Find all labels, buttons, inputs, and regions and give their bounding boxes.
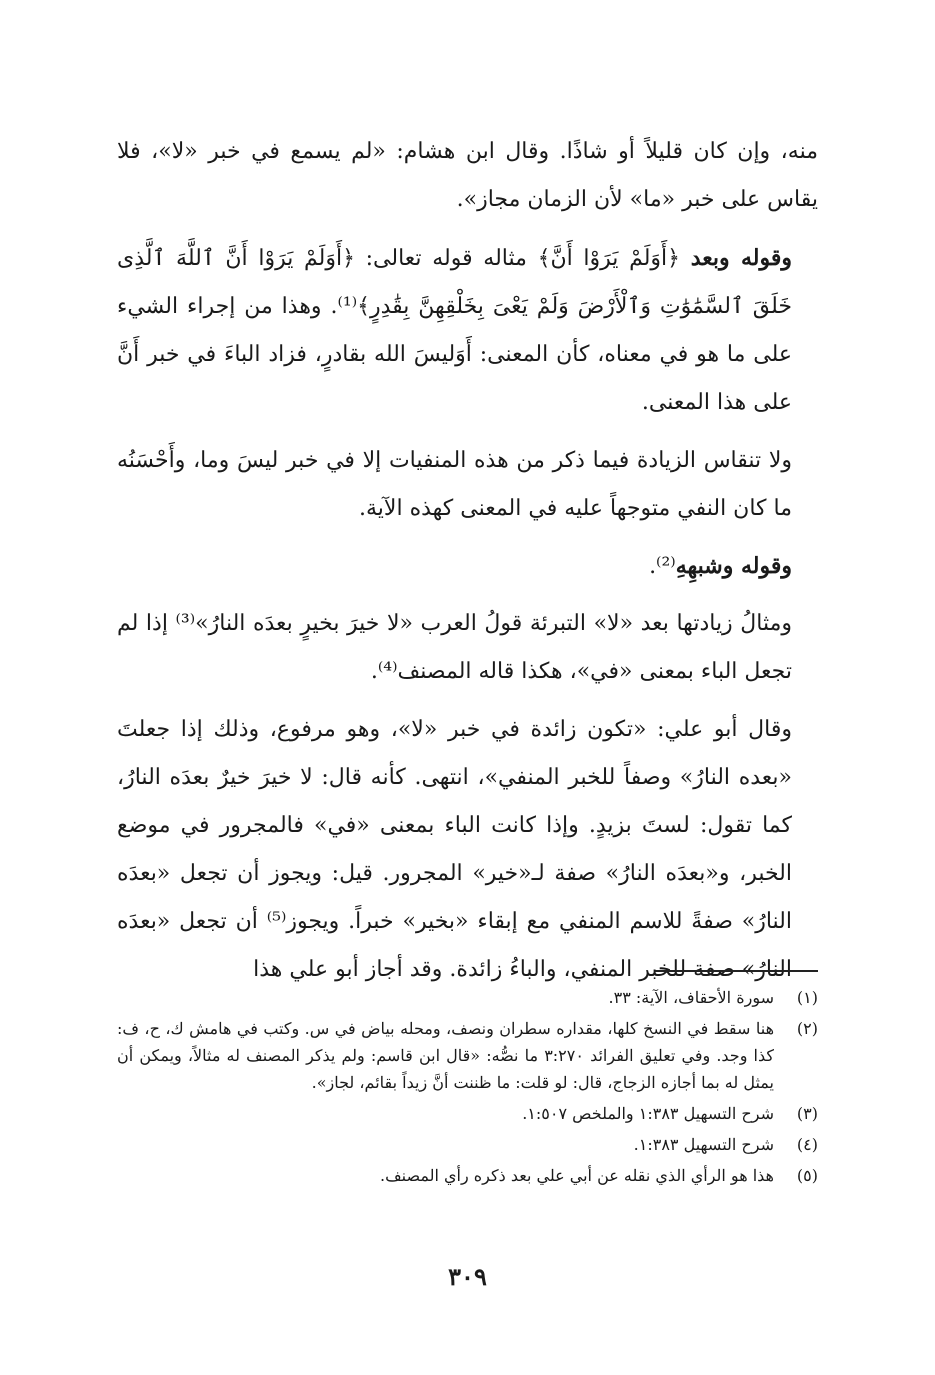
footnote-text: هنا سقط في النسخ كلها، مقداره سطران ونصف، ومحله بياض في س. وكتب في هامش ك، ح، ف: كذا وجد. وفي تعليق الفرائد ٣:٢٧٠ ما نصُّه: «قال ابن قاسم: ولم يذكر المصنف له مثالاً، ويمكن أن يمثل له بما أجازه الزجاج، قال: لو قلت: ما ظننت أنَّ زيداً بقائم، لجاز».	[117, 1019, 774, 1092]
footnote-number: (٢)	[796, 1019, 818, 1038]
footnote-item	[117, 984, 818, 1011]
footnote-number: (١)	[796, 988, 818, 1007]
footnote-text: شرح التسهيل ١:٣٨٣ والملخص ١:٥٠٧.	[522, 1104, 774, 1123]
page-number: ٣٠٩	[448, 1262, 487, 1291]
footnote-divider	[655, 970, 818, 972]
paragraph-4	[117, 542, 818, 591]
paragraph-4-lead: وقوله وشبهِهِ	[675, 553, 792, 579]
footnote-item	[117, 1100, 818, 1127]
paragraph-1: منه، وإن كان قليلاً أو شاذًا. وقال ابن هشام: «لم يسمع في خبر «لا»، فلا يقاس على خبر «ما» لأن الزمان مجاز».	[117, 139, 818, 212]
footnote-text: هذا هو الرأي الذي نقله عن أبي علي بعد ذكره رأي المصنف.	[380, 1166, 774, 1185]
footnote-text: سورة الأحقاف، الآية: ٣٣.	[608, 988, 774, 1007]
paragraph-4-tail: ⁽²⁾.	[649, 554, 676, 579]
footnote-number: (٥)	[796, 1166, 818, 1185]
paragraph-2-body: ﴿أَوَلَمْ يَرَوْا أَنَّ﴾ مثاله قوله تعالى: ﴿أَوَلَمْ يَرَوْا أَنَّ ٱللَّهَ ٱلَّذِى خَلَقَ ٱلسَّمَٰوَٰتِ وَٱلْأَرْضَ وَلَمْ يَعْىَ بِخَلْقِهِنَّ بِقَٰدِرٍ﴾⁽¹⁾. وهذا من إجراء الشيء على ما هو في معناه، كأن المعنى: أَوَليسَ الله بقادرٍ، فزاد الباءَ في خبر أَنَّ على هذا المعنى.	[117, 246, 793, 415]
footnote-text: شرح التسهيل ١:٣٨٣.	[633, 1135, 774, 1154]
paragraph-2	[117, 234, 818, 427]
paragraph-6: وقال أبو علي: «تكون زائدة في خبر «لا»، وهو مرفوع، وذلك إذا جعلتَ «بعده النارُ» وصفاً للخبر المنفي»، انتهى. كأنه قال: لا خيرَ خيرٌ بعدَه النارُ، كما تقول: لستَ بزيدٍ. وإذا كانت الباء بمعنى «في» فالمجرور في موضع الخبر، و«بعدَه النارُ» صفة لـ«خير» المجرور. قيل: ويجوز أن تجعل «بعدَه النارُ» صفةً للاسم المنفي مع إبقاء «بخير» خبراً. ويجوز⁽⁵⁾ أن تجعل «بعدَه النارُ» صفة للخبر المنفي، والباءُ زائدة. وقد أجاز أبو علي هذا	[117, 717, 792, 982]
footnote-number: (٤)	[796, 1135, 818, 1154]
footnote-item	[117, 1162, 818, 1189]
footnote-item	[117, 1015, 818, 1096]
footnote-number: (٣)	[796, 1104, 818, 1123]
paragraph-3: ولا تنقاس الزيادة فيما ذكر من هذه المنفيات إلا في خبر ليسَ وما، وأَحْسَنُه ما كان النفي متوجهاً عليه في المعنى كهذه الآية.	[117, 448, 792, 521]
paragraph-5: ومثالُ زيادتها بعد «لا» التبرئة قولُ العرب «لا خيرَ بخيرٍ بعدَه النارُ»⁽³⁾ إذا لم تجعل الباء بمعنى «في»، هكذا قاله المصنف⁽⁴⁾.	[117, 611, 792, 684]
paragraph-2-lead: وقوله وبعد	[690, 245, 793, 271]
footnotes	[117, 984, 818, 1193]
main-text-body	[117, 128, 818, 1003]
footnote-item	[117, 1131, 818, 1158]
